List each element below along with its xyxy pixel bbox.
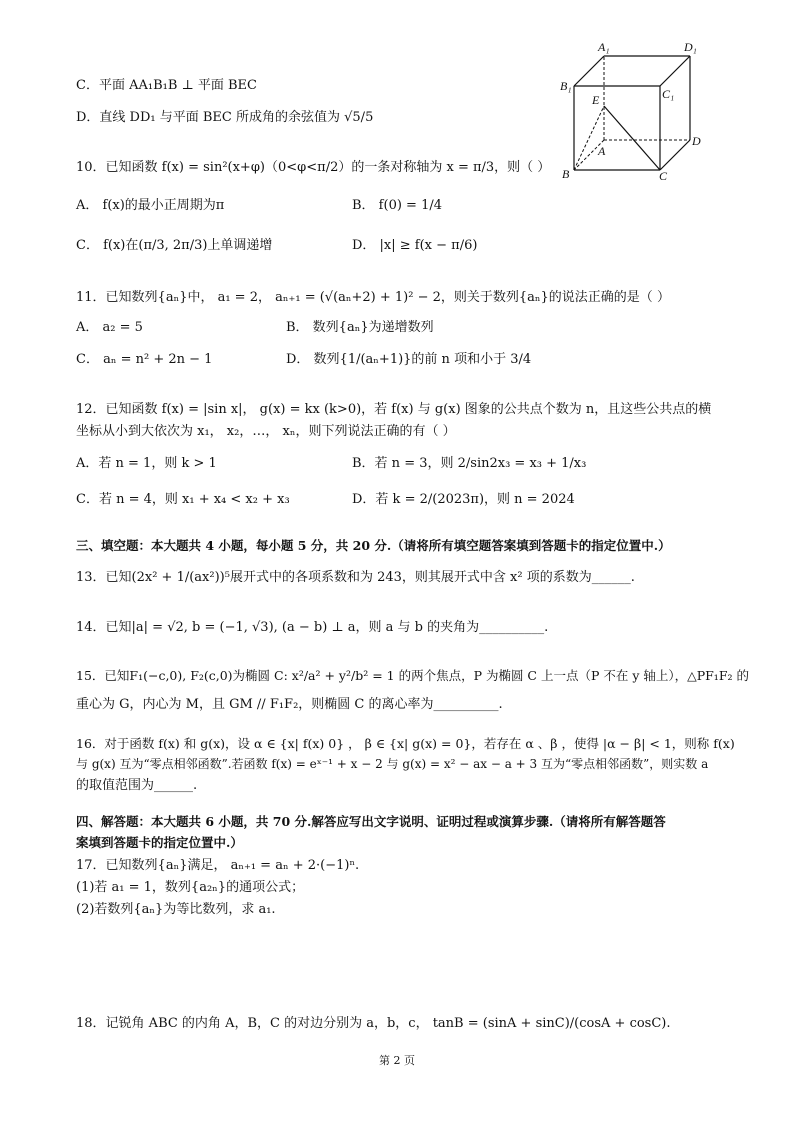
q10-option-d: D． |x| ≥ f(x − π/6) (352, 238, 478, 253)
edge-b-e (574, 106, 604, 170)
label-d1: D₁ (684, 40, 697, 54)
label-b1: B₁ (560, 79, 572, 93)
label-b: B (562, 167, 570, 181)
q11-option-d: D． 数列{1/(aₙ+1)}的前 n 项和小于 3/4 (286, 352, 532, 367)
label-c: C (659, 169, 668, 183)
q11-option-a: A． a₂ = 5 (76, 320, 143, 335)
q12-option-c: C．若 n = 4，则 x₁ + x₄ < x₂ + x₃ (76, 492, 290, 507)
q17-part1: (1)若 a₁ = 1，数列{a₂ₙ}的通项公式； (76, 880, 305, 895)
q12-option-b: B．若 n = 3，则 2/sin2x₃ = x₃ + 1/x₃ (352, 456, 587, 471)
section3-heading: 三、填空题：本大题共 4 小题，每小题 5 分，共 20 分.（请将所有填空题答案填到答题卡的指定位置中.） (76, 538, 671, 553)
q10-option-c: C． f(x)在(π/3, 2π/3)上单调递增 (76, 238, 273, 253)
label-d: D (692, 134, 701, 148)
q15-line1: 15．已知F₁(−c,0), F₂(c,0)为椭圆 C: x²/a² + y²/b² = 1 的两个焦点，P 为椭圆 C 上一点（P 不在 y 轴上），△PF₁F₂ 的 (76, 668, 749, 683)
q16-line3: 的取值范围为______. (76, 778, 198, 793)
q11-stem: 11．已知数列{aₙ}中， a₁ = 2， aₙ₊₁ = (√(aₙ+2) + 1)² − 2，则关于数列{aₙ}的说法正确的是（ ） (76, 290, 670, 305)
section4-heading-line1: 四、解答题：本大题共 6 小题，共 70 分.解答应写出文字说明、证明过程或演算步骤.（请将所有解答题答 (76, 814, 666, 829)
q16-line2: 与 g(x) 互为“零点相邻函数”.若函数 f(x) = eˣ⁻¹ + x − 2 与 g(x) = x² − ax − a + 3 互为“零点相邻函数”，则实数 a (76, 757, 709, 771)
q11-option-b: B． 数列{aₙ}为递增数列 (286, 320, 434, 335)
q9-option-d: D．直线 DD₁ 与平面 BEC 所成角的余弦值为 √5/5 (76, 110, 374, 125)
q15-line2: 重心为 G，内心为 M，且 GM // F₁F₂，则椭圆 C 的离心率为__________. (76, 697, 503, 712)
q12-option-d: D．若 k = 2/(2023π)，则 n = 2024 (352, 492, 575, 507)
section4-heading-line2: 案填到答题卡的指定位置中.） (76, 835, 243, 850)
edge-c1-d1 (660, 56, 690, 86)
edge-c-d (660, 140, 690, 170)
label-e: E (592, 93, 600, 107)
q11-option-c: C． aₙ = n² + 2n − 1 (76, 352, 213, 367)
q13: 13．已知(2x² + 1/(ax²))⁵展开式中的各项系数和为 243，则其展开式中含 x² 项的系数为______. (76, 570, 635, 585)
q17-part2: (2)若数列{aₙ}为等比数列，求 a₁. (76, 902, 276, 917)
q14: 14．已知|a| = √2, b = (−1, √3), (a − b) ⊥ a，则 a 与 b 的夹角为__________. (76, 620, 549, 635)
label-c1: C₁ (662, 87, 675, 101)
q17-stem: 17．已知数列{aₙ}满足， aₙ₊₁ = aₙ + 2·(−1)ⁿ. (76, 858, 360, 873)
cube-figure (556, 38, 706, 188)
edge-e-c (604, 106, 660, 170)
label-a1: A₁ (598, 40, 610, 54)
q18-stem: 18．记锐角 ABC 的内角 A，B，C 的对边分别为 a，b，c， tanB = (sinA + sinC)/(cosA + cosC). (76, 1016, 671, 1031)
edge-b1-a1 (574, 56, 604, 86)
q12-stem-line2: 坐标从小到大依次为 x₁， x₂，…， xₙ，则下列说法正确的有（ ） (76, 424, 456, 439)
page-number: 第 2 页 (379, 1054, 415, 1067)
label-a: A (598, 144, 606, 158)
q12-stem-line1: 12．已知函数 f(x) = |sin x|， g(x) = kx (k>0)，若 f(x) 与 g(x) 图象的公共点个数为 n，且这些公共点的横 (76, 402, 712, 417)
q10-option-a: A． f(x)的最小正周期为π (76, 198, 225, 213)
q10-stem: 10．已知函数 f(x) = sin²(x+φ)（0<φ<π/2）的一条对称轴为 x = π/3，则（ ） (76, 160, 551, 175)
q9-option-c: C．平面 AA₁B₁B ⊥ 平面 BEC (76, 78, 257, 93)
q16-line1: 16．对于函数 f(x) 和 g(x)，设 α ∈ {x| f(x) 0} ， β ∈ {x| g(x) = 0}，若存在 α 、β ，使得 |α − β| < 1，则称 f(x) (76, 736, 735, 751)
q12-option-a: A．若 n = 1，则 k > 1 (76, 456, 217, 471)
q10-option-b: B． f(0) = 1/4 (352, 198, 442, 213)
